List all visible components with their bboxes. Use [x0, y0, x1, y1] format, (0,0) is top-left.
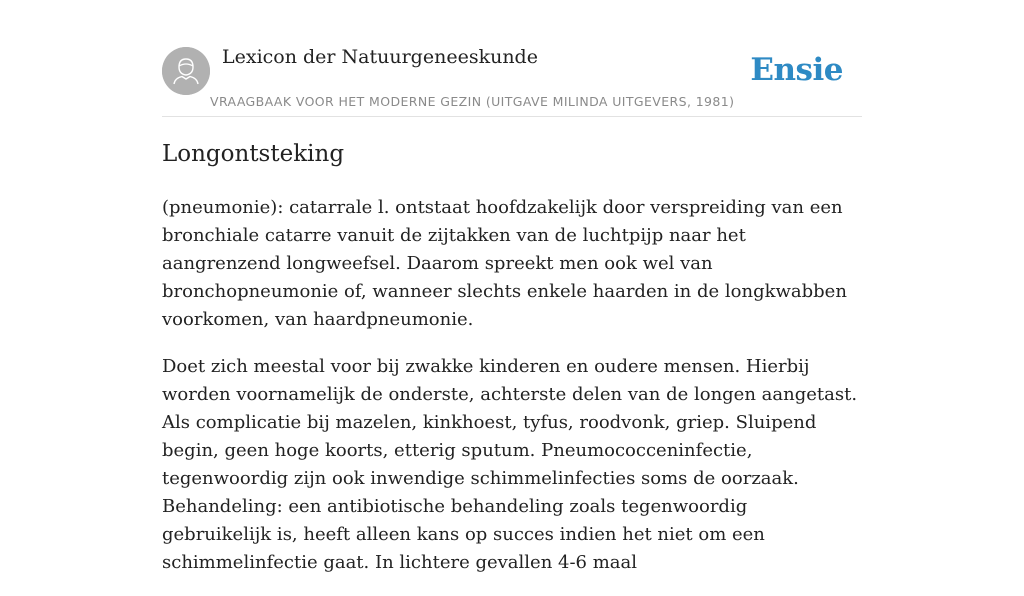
entry-paragraph-2: Doet zich meestal voor bij zwakke kinderen en oudere mensen. Hierbij worden voornamelijk de onderste, achterste delen van de longen aangetast. Als complicatie bij mazelen, kinkhoest, tyfus, roodvonk, griep. Sluipend begin, geen hoge koorts, etterig sputum. Pneumococceninfectie, tegenwoordig zijn ook inwendige schimmelinfecties soms de oorzaak. Behandeling: een antibiotische behandeling zoals tegenwoordig gebruikelijk is, heeft alleen kans op succes indien het niet om een schimmelinfectie gaat. In lichtere gevallen 4-6 maal	[162, 356, 858, 573]
entry-content	[162, 138, 862, 596]
source-subtitle: VRAAGBAAK VOOR HET MODERNE GEZIN (UITGAVE MILINDA UITGEVERS, 1981)	[210, 94, 735, 109]
source-title-link[interactable]: Lexicon der Natuurgeneeskunde	[222, 46, 538, 68]
source-header	[162, 40, 862, 117]
person-outline-icon	[162, 47, 210, 95]
entry-title: Longontsteking	[162, 141, 345, 167]
entry-paragraph-1: (pneumonie): catarrale l. ontstaat hoofdzakelijk door verspreiding van een bronchiale catarre vanuit de zijtakken van de luchtpijp naar het aangrenzend longweefsel. Daarom spreekt men ook wel van bronchopneumonie of, wanneer slechts enkele haarden in de longkwabben voorkomen, van haardpneumonie.	[162, 197, 847, 330]
ensie-logo[interactable]: Ensie	[750, 52, 843, 88]
user-avatar-icon[interactable]	[162, 47, 210, 95]
